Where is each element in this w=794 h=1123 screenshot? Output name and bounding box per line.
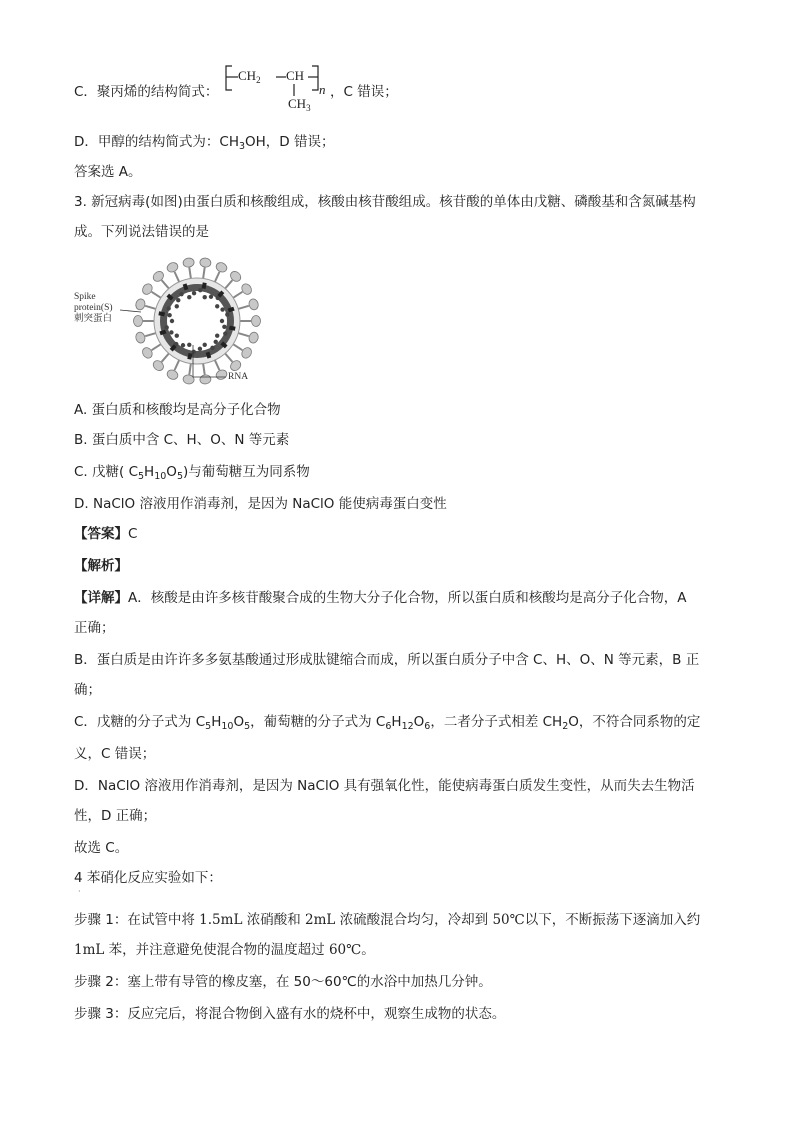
spike-head — [134, 316, 143, 327]
question-3-stem-line-1 — [74, 192, 696, 212]
text-segment: 【详解】 — [74, 590, 128, 606]
subscript: 5 — [138, 471, 145, 482]
spike-stalk — [152, 292, 162, 298]
rna-nucleocapsid — [192, 350, 196, 354]
spike-head — [248, 298, 260, 311]
rna-nucleocapsid — [220, 307, 224, 311]
text-segment: 性，D 正确； — [74, 808, 157, 824]
spike-stalk — [232, 292, 242, 298]
spike-stalk — [152, 344, 162, 350]
spike-pointer-line — [120, 310, 141, 312]
step-1-line-2 — [74, 940, 375, 960]
text-segment: 步骤 1：在试管中将 — [74, 912, 200, 928]
text-segment: 【解析】 — [74, 558, 128, 574]
ch2-group: $CH_2$ — [238, 68, 261, 85]
rna-nucleocapsid — [170, 319, 174, 323]
rna-nucleocapsid — [225, 312, 229, 316]
text-segment: 义，C 错误； — [74, 746, 156, 762]
subscript: 5 — [205, 721, 212, 732]
spike-head — [166, 261, 180, 274]
spike-stalk — [203, 363, 205, 375]
rna-nucleocapsid — [220, 319, 224, 323]
text-segment: 答案选 A。 — [74, 164, 142, 180]
text-segment: 浓硝酸和 — [242, 912, 306, 928]
text-segment: 1.5mL — [199, 912, 243, 928]
option-c-polypropylene — [74, 82, 218, 102]
text-segment: H — [144, 464, 155, 480]
coronavirus-figure — [74, 255, 284, 390]
rna-nucleocapsid — [167, 313, 171, 317]
spike-head — [252, 316, 261, 327]
subscript: 10 — [221, 721, 234, 732]
text-segment: B. 蛋白质中含 C、H、O、N 等元素 — [74, 432, 290, 448]
subscript: 12 — [401, 721, 414, 732]
text-segment: ，C 错误； — [330, 84, 398, 100]
text-segment: )与葡萄糖互为同系物 — [182, 464, 310, 480]
question-4-stem — [74, 868, 222, 888]
text-segment: 50℃ — [492, 912, 525, 928]
subscript: 2 — [562, 721, 569, 732]
text-segment: D．NaClO 溶液用作消毒剂，是因为 NaClO 具有强氧化性，能使病毒蛋白质发生变性，从而失去生物活 — [74, 778, 695, 794]
spike-head — [215, 261, 229, 274]
question-3-stem-line-2 — [74, 222, 209, 242]
text-segment: OH，D 错误； — [245, 134, 335, 150]
option-d-methanol — [74, 132, 335, 152]
text-segment: 成。下列说法错误的是 — [74, 224, 209, 240]
rna-nucleocapsid — [192, 291, 196, 295]
spike-head — [183, 257, 195, 267]
spike-head — [248, 331, 260, 344]
text-segment: 3. 新冠病毒(如图)由蛋白质和核酸组成，核酸由核苷酸组成。核苷酸的单体由戊糖、磷酸基和含氮碱基构 — [74, 194, 696, 210]
rna-nucleocapsid — [215, 304, 219, 308]
ch3-group: $CH_3$ — [288, 96, 311, 113]
text-segment: B．蛋白质是由许许多多氨基酸通过形成肽键缩合而成，所以蛋白质分子中含 C、H、O、N 等元素，B 正 — [74, 652, 700, 668]
spike-stalk — [189, 363, 191, 375]
option-a — [74, 400, 281, 420]
text-segment: D．甲醇的结构简式为：CH — [74, 134, 239, 150]
spike-stalk — [232, 344, 242, 350]
text-segment: C — [128, 526, 138, 542]
rna-nucleocapsid — [181, 343, 185, 347]
ch-group: CH — [286, 68, 305, 83]
spike-label-en-1: Spike — [74, 292, 96, 302]
rna-nucleocapsid — [164, 325, 168, 329]
option-c-verdict — [330, 82, 398, 102]
rna-nucleocapsid — [223, 331, 227, 335]
spike-stalk — [237, 333, 249, 336]
text-segment: 以下，不断振荡下逐滴加入约 — [524, 912, 701, 928]
option-d — [74, 494, 447, 514]
rna-nucleocapsid — [209, 295, 213, 299]
spike-head — [141, 346, 155, 360]
spike-head — [166, 368, 180, 381]
rna-nucleocapsid — [203, 343, 207, 347]
text-segment: 故选 C。 — [74, 840, 129, 856]
rna-nucleocapsid — [179, 292, 183, 296]
subscript: 6 — [424, 721, 431, 732]
spike-stalk — [237, 306, 249, 309]
spike-head — [240, 282, 254, 296]
detail-b-line-2 — [74, 680, 101, 700]
analysis-heading — [74, 556, 128, 576]
answer-choice-a — [74, 162, 142, 182]
option-c — [74, 462, 310, 482]
step-1-line-1 — [74, 910, 700, 930]
text-segment: O — [413, 714, 425, 730]
detail-b-line-1 — [74, 650, 699, 670]
spike-head — [135, 298, 147, 311]
rna-nucleocapsid — [210, 346, 214, 350]
text-segment: 步骤 2：塞上带有导管的橡皮塞，在 50～60℃的水浴中加热几分钟。 — [74, 974, 492, 990]
spike-head — [135, 331, 147, 344]
rna-nucleocapsid — [187, 295, 191, 299]
subscript: 10 — [154, 471, 167, 482]
subscript: 5 — [244, 721, 251, 732]
detail-d-line-2 — [74, 806, 156, 826]
step-3 — [74, 1004, 505, 1024]
spike-head — [199, 257, 211, 267]
subscript: 6 — [385, 721, 392, 732]
text-segment: 60℃ — [328, 942, 362, 958]
text-segment: 步骤 3：反应完后，将混合物倒入盛有水的烧杯中，观察生成物的状态。 — [74, 1006, 506, 1022]
text-segment: 4 苯硝化反应实验如下： — [74, 870, 222, 886]
rna-nucleocapsid — [203, 295, 207, 299]
spike-stalk — [145, 306, 157, 309]
text-segment: 【答案】 — [74, 526, 128, 542]
spike-stalk — [175, 272, 180, 283]
spike-stalk — [203, 268, 205, 280]
spike-stalk — [225, 280, 233, 289]
rna-nucleocapsid — [175, 333, 179, 337]
spike-head — [141, 282, 155, 296]
detail-d-line-1 — [74, 776, 695, 796]
detail-c-line-1 — [74, 712, 700, 732]
spike-label-cn: 刺突蛋白 — [74, 314, 113, 324]
text-segment: 苯，并注意避免使混合物的温度超过 — [104, 942, 329, 958]
text-segment: C．戊糖的分子式为 C — [74, 714, 206, 730]
spike-stalk — [225, 353, 233, 362]
rna-nucleocapsid — [214, 340, 218, 344]
spike-label-en-2: protein(S) — [74, 303, 113, 313]
text-segment: 正确； — [74, 620, 115, 636]
spike-stalk — [162, 280, 170, 289]
text-segment: 浓硫酸混合均匀，冷却到 — [335, 912, 493, 928]
spike-stalk — [162, 353, 170, 362]
rna-nucleocapsid — [166, 306, 170, 310]
spike-stalk — [189, 268, 191, 280]
option-b — [74, 430, 289, 450]
rna-nucleocapsid — [176, 298, 180, 302]
spike-stalk — [175, 359, 180, 370]
detail-a-line-2 — [74, 618, 115, 638]
spike-stalk — [214, 359, 219, 370]
detail-a-line-1 — [74, 588, 686, 608]
answer-heading — [74, 524, 137, 544]
rna-label: RNA — [228, 372, 249, 382]
degree-n: n — [319, 82, 326, 97]
text-segment: H — [391, 714, 402, 730]
rna-nucleocapsid — [215, 333, 219, 337]
text-segment: D. NaClO 溶液用作消毒剂，是因为 NaClO 能使病毒蛋白变性 — [74, 496, 447, 512]
step-2 — [74, 972, 492, 992]
text-segment: 确； — [74, 682, 101, 698]
final-choice — [74, 838, 128, 858]
text-segment: ，二者分子式相差 CH — [430, 714, 563, 730]
text-segment: A．核酸是由许多核苷酸聚合成的生物大分子化合物，所以蛋白质和核酸均是高分子化合物，A — [128, 590, 687, 606]
detail-c-line-2 — [74, 744, 155, 764]
stray-mark — [78, 882, 81, 902]
spike-head — [199, 374, 211, 384]
subscript: 5 — [176, 471, 183, 482]
text-segment: O — [166, 464, 177, 480]
spike-stalk — [145, 333, 157, 336]
subscript: 3 — [238, 141, 246, 152]
text-segment: O，不符合同系物的定 — [568, 714, 701, 730]
rna-nucleocapsid — [198, 288, 202, 292]
text-segment: · — [78, 887, 81, 896]
text-segment: O — [233, 714, 245, 730]
rna-nucleocapsid — [198, 347, 202, 351]
spike-head — [215, 368, 229, 381]
rna-nucleocapsid — [169, 330, 173, 334]
text-segment: 。 — [361, 942, 375, 958]
rna-nucleocapsid — [222, 325, 226, 329]
text-segment: 1mL — [74, 942, 105, 958]
rna-nucleocapsid — [175, 304, 179, 308]
text-segment: C．聚丙烯的结构简式： — [74, 84, 219, 100]
spike-stalk — [214, 272, 219, 283]
text-segment: H — [211, 714, 222, 730]
text-segment: ，葡萄糖的分子式为 C — [250, 714, 386, 730]
text-segment: C. 戊糖( C — [74, 464, 138, 480]
text-segment: A. 蛋白质和核酸均是高分子化合物 — [74, 402, 281, 418]
text-segment: 2mL — [305, 912, 336, 928]
spike-head — [240, 346, 254, 360]
rna-nucleocapsid — [187, 343, 191, 347]
